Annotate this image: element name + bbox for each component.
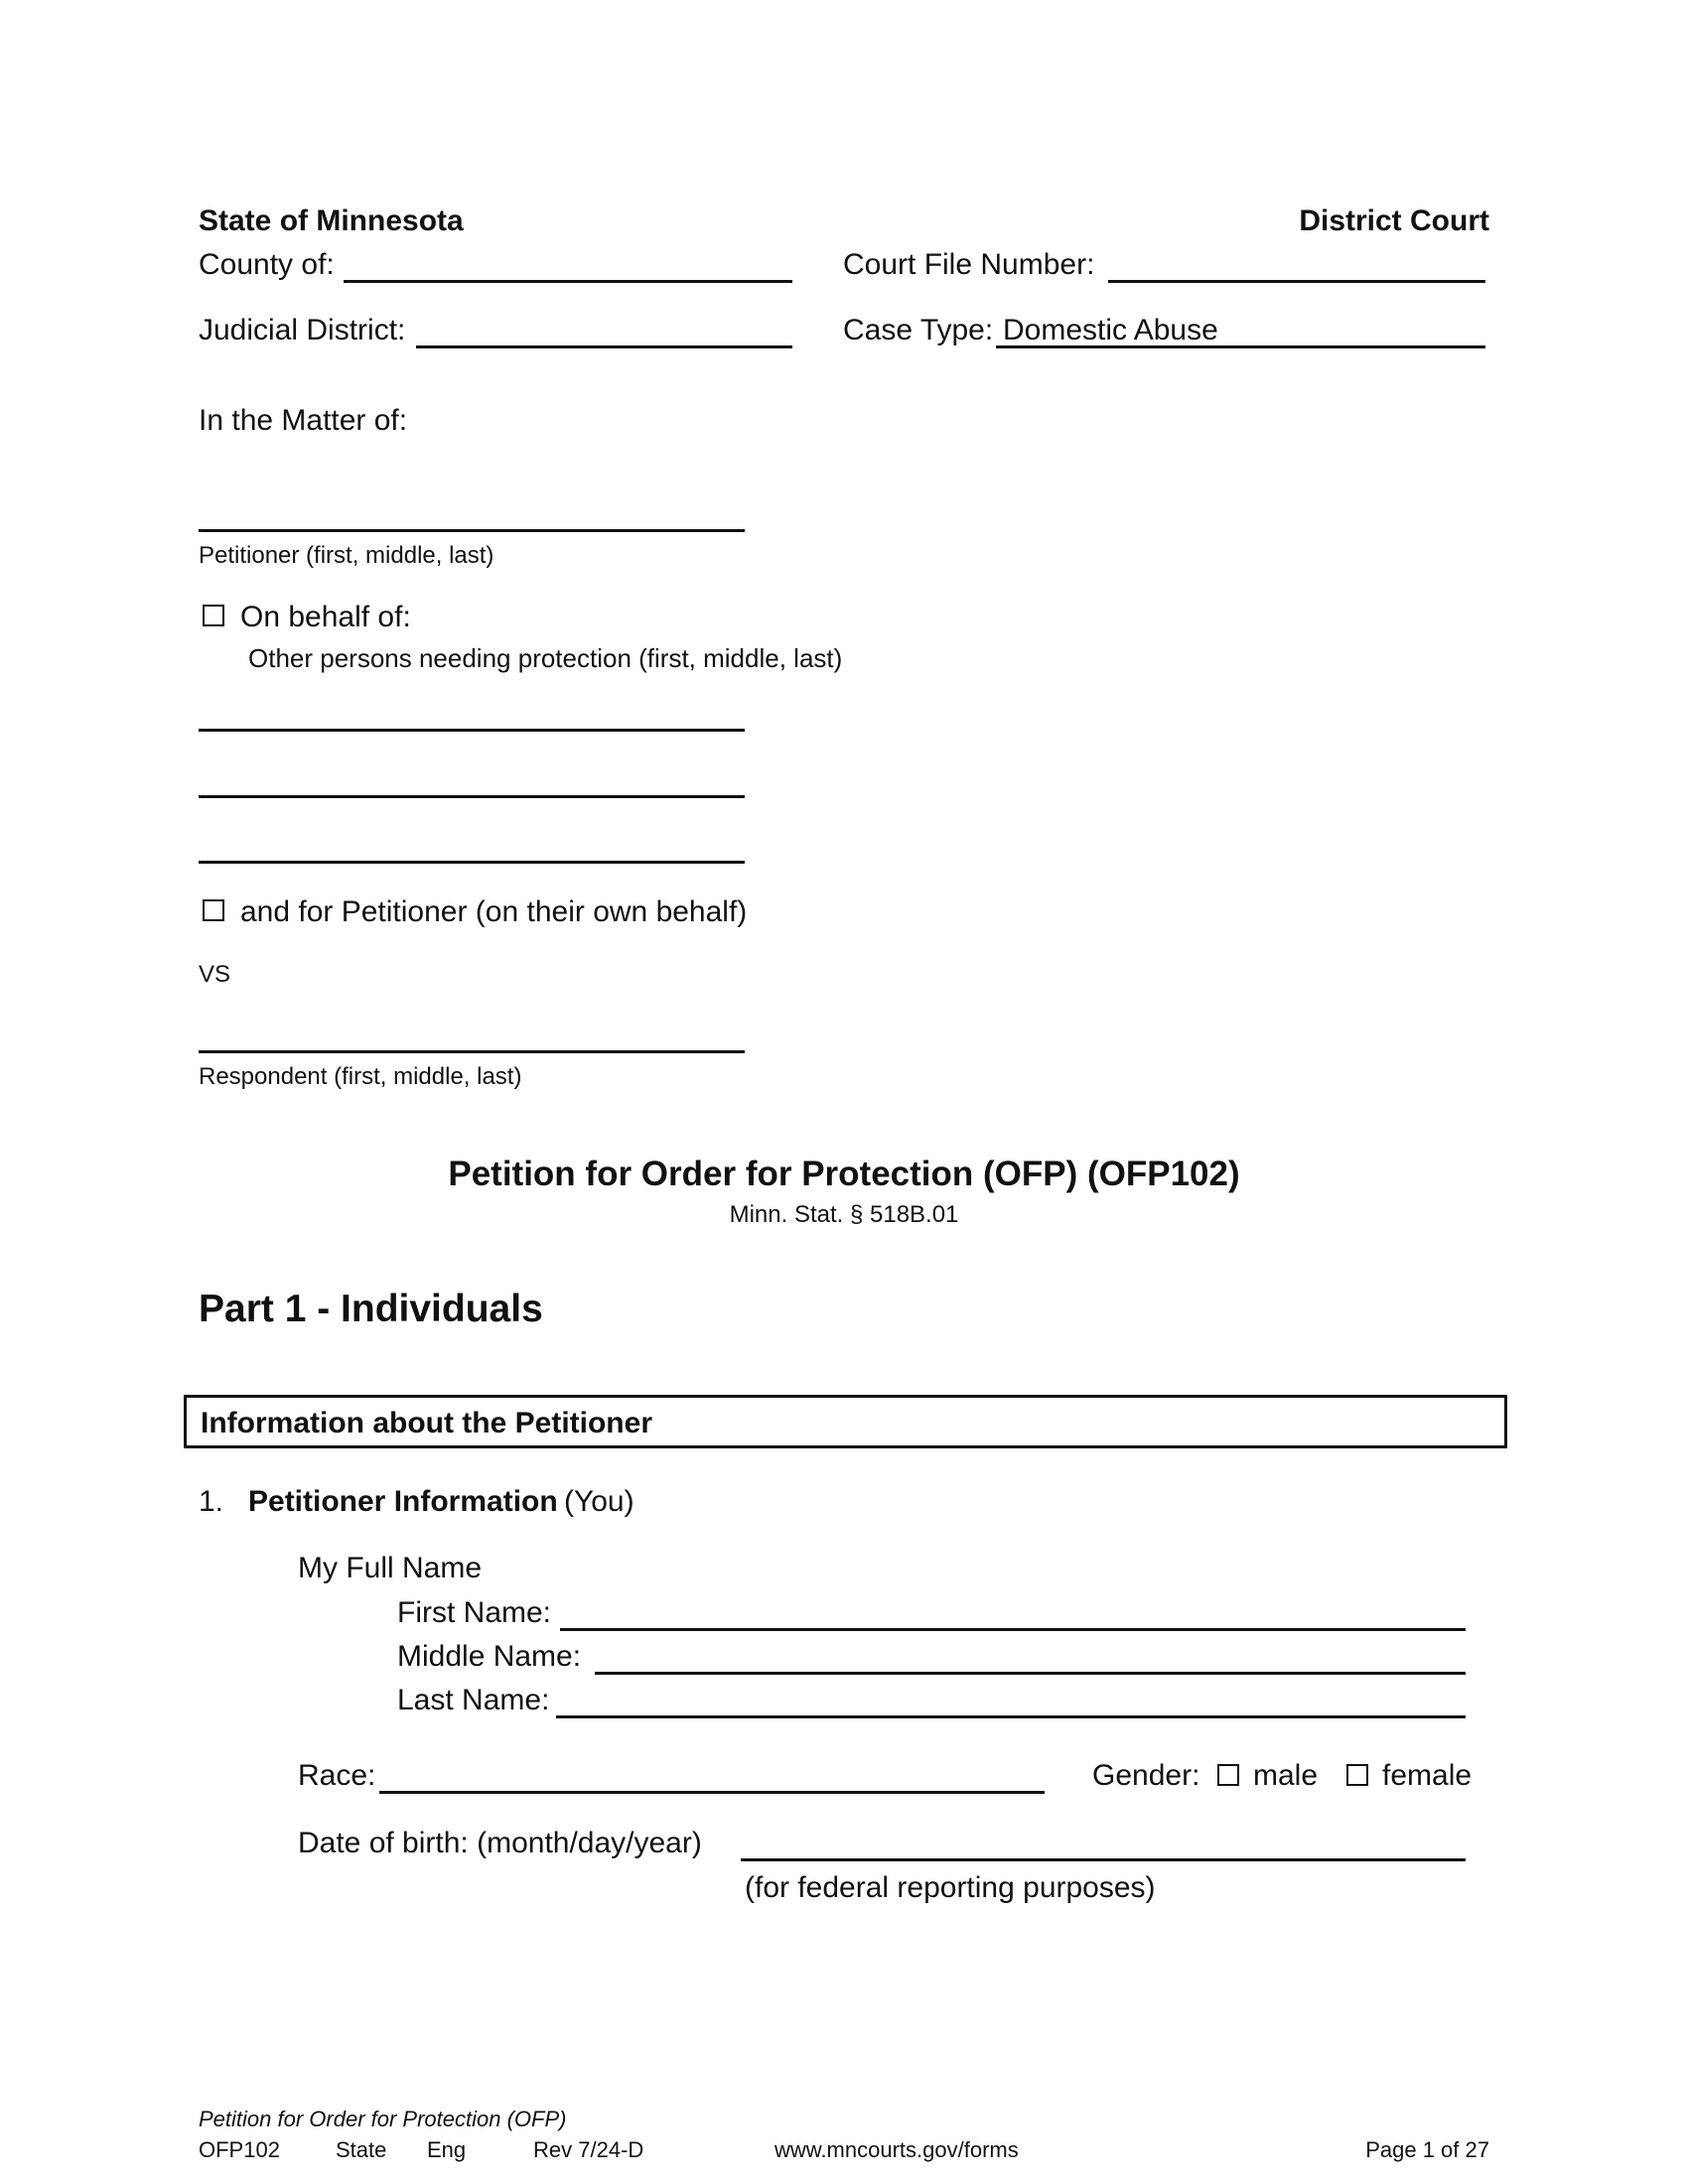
federal-reporting-note: (for federal reporting purposes) bbox=[745, 1871, 1156, 1904]
petitioner-caption: Petitioner (first, middle, last) bbox=[199, 542, 494, 569]
county-label: County of: bbox=[199, 248, 335, 281]
part-heading: Part 1 - Individuals bbox=[199, 1288, 543, 1330]
court-name: District Court bbox=[1299, 205, 1489, 237]
gender-female-label: female bbox=[1382, 1759, 1473, 1792]
last-name-label: Last Name: bbox=[397, 1684, 550, 1716]
on-behalf-of-label: On behalf of: bbox=[240, 601, 411, 633]
other-person-1-field[interactable] bbox=[199, 695, 745, 729]
petitioner-name-underline bbox=[199, 529, 745, 532]
court-file-number-underline bbox=[1108, 280, 1485, 283]
county-underline bbox=[344, 280, 792, 283]
case-type-label: Case Type: bbox=[843, 314, 994, 346]
footer-forms-url[interactable]: www.mncourts.gov/forms bbox=[774, 2137, 1019, 2162]
date-of-birth-label: Date of birth: (month/day/year) bbox=[298, 1827, 702, 1859]
full-name-label: My Full Name bbox=[298, 1552, 483, 1584]
middle-name-field[interactable] bbox=[595, 1638, 1466, 1672]
footer-revision: Rev 7/24-D bbox=[533, 2137, 644, 2162]
state-name: State of Minnesota bbox=[199, 205, 464, 237]
gender-female-checkbox[interactable] bbox=[1346, 1764, 1368, 1786]
date-of-birth-underline bbox=[741, 1858, 1466, 1861]
statute-citation: Minn. Stat. § 518B.01 bbox=[729, 1201, 959, 1228]
footer-language: Eng bbox=[427, 2137, 467, 2162]
first-name-field[interactable] bbox=[560, 1594, 1466, 1628]
county-field[interactable] bbox=[344, 246, 792, 280]
petitioner-name-field[interactable] bbox=[199, 495, 745, 529]
gender-label: Gender: bbox=[1092, 1759, 1200, 1792]
race-underline bbox=[379, 1791, 1045, 1794]
case-type-value: Domestic Abuse bbox=[1003, 314, 1218, 346]
footer-form-title: Petition for Order for Protection (OFP) bbox=[199, 2107, 567, 2131]
in-the-matter-of-heading: In the Matter of: bbox=[199, 404, 408, 437]
last-name-field[interactable] bbox=[556, 1682, 1466, 1715]
judicial-district-field[interactable] bbox=[416, 312, 792, 345]
judicial-district-label: Judicial District: bbox=[199, 314, 406, 346]
footer-form-code: OFP102 bbox=[199, 2137, 280, 2162]
section-header-box bbox=[184, 1395, 1507, 1448]
race-label: Race: bbox=[298, 1759, 376, 1792]
first-name-underline bbox=[560, 1628, 1466, 1631]
respondent-caption: Respondent (first, middle, last) bbox=[199, 1063, 522, 1090]
respondent-name-field[interactable] bbox=[199, 1017, 745, 1050]
respondent-name-underline bbox=[199, 1050, 745, 1053]
last-name-underline bbox=[556, 1715, 1466, 1718]
and-for-petitioner-label: and for Petitioner (on their own behalf) bbox=[240, 895, 748, 928]
and-for-petitioner-checkbox[interactable] bbox=[203, 899, 224, 921]
other-person-1-underline bbox=[199, 729, 745, 732]
other-persons-caption: Other persons needing protection (first, middle, last) bbox=[248, 643, 843, 673]
petitioner-information-suffix: (You) bbox=[564, 1485, 634, 1518]
other-person-3-underline bbox=[199, 861, 745, 864]
document-title: Petition for Order for Protection (OFP) (OFP102) bbox=[448, 1155, 1240, 1193]
petitioner-information-title: Petitioner Information bbox=[248, 1485, 558, 1518]
middle-name-underline bbox=[595, 1672, 1466, 1675]
other-person-2-underline bbox=[199, 795, 745, 798]
court-file-number-label: Court File Number: bbox=[843, 248, 1095, 281]
footer-page-number: Page 1 of 27 bbox=[1365, 2137, 1489, 2162]
judicial-district-underline bbox=[416, 345, 792, 348]
on-behalf-of-checkbox[interactable] bbox=[203, 605, 224, 626]
first-name-label: First Name: bbox=[397, 1596, 552, 1629]
other-person-3-field[interactable] bbox=[199, 827, 745, 861]
other-person-2-field[interactable] bbox=[199, 761, 745, 795]
gender-male-checkbox[interactable] bbox=[1217, 1764, 1239, 1786]
middle-name-label: Middle Name: bbox=[397, 1640, 582, 1673]
court-file-number-field[interactable] bbox=[1108, 246, 1485, 280]
section-heading: Information about the Petitioner bbox=[201, 1407, 652, 1439]
footer-jurisdiction: State bbox=[336, 2137, 387, 2162]
race-field[interactable] bbox=[379, 1757, 1045, 1791]
versus-label: VS bbox=[199, 961, 231, 988]
gender-male-label: male bbox=[1253, 1759, 1319, 1792]
item-number: 1. bbox=[199, 1485, 224, 1518]
date-of-birth-field[interactable] bbox=[741, 1825, 1466, 1858]
